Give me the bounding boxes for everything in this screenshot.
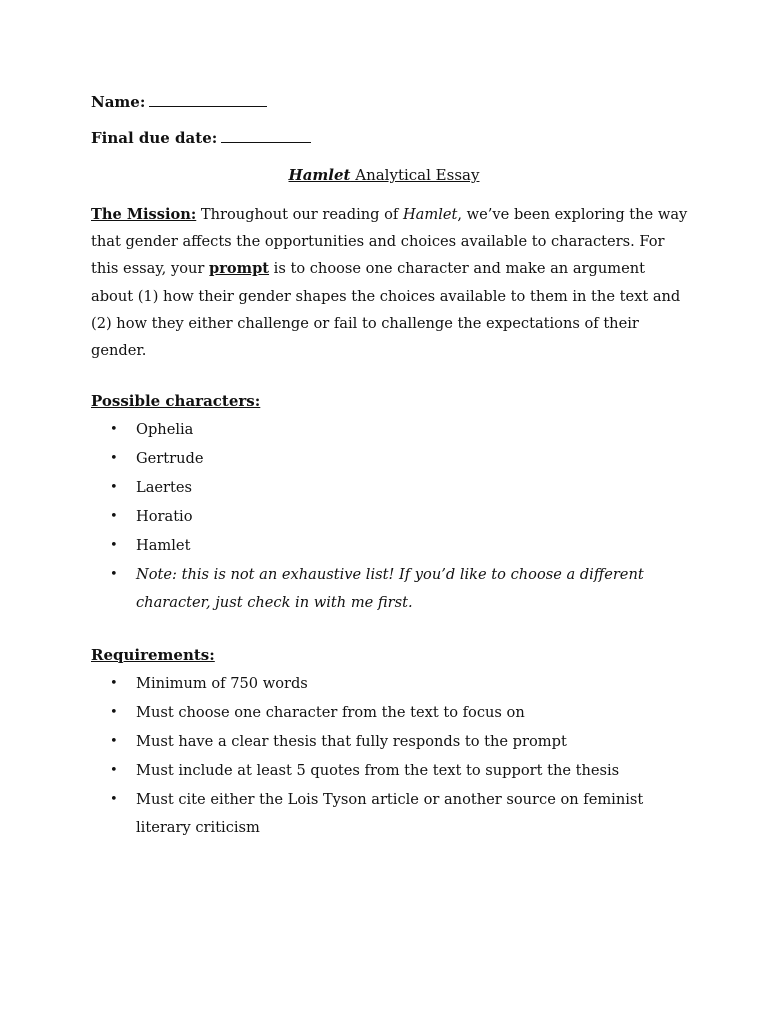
list-item <box>91 416 691 444</box>
mission-text-1: Throughout our reading of <box>196 206 403 223</box>
requirements-list <box>91 670 691 843</box>
bullet-icon: • <box>110 734 118 749</box>
bullet-icon: • <box>110 676 118 691</box>
list-item <box>91 757 691 785</box>
mission-paragraph <box>91 201 691 364</box>
bullet-icon: • <box>110 480 118 495</box>
requirements-heading: Requirements: <box>91 646 215 664</box>
characters-list <box>91 416 691 618</box>
due-date-line <box>91 129 311 147</box>
character-item-horatio: Horatio <box>136 508 193 525</box>
bullet-icon: • <box>110 451 118 466</box>
mission-prompt: prompt <box>209 260 270 278</box>
list-item <box>91 445 691 473</box>
page-title <box>0 166 768 184</box>
requirement-item: Minimum of 750 words <box>136 675 308 692</box>
requirement-item: Must choose one character from the text to focus on <box>136 704 525 721</box>
characters-note: Note: this is not an exhaustive list! If you’d like to choose a different character, just check in with me first. <box>136 566 644 611</box>
list-item <box>91 728 691 756</box>
character-item-ophelia: Ophelia <box>136 421 194 438</box>
bullet-icon: • <box>110 538 118 553</box>
requirement-item: Must cite either the Lois Tyson article or another source on feminist literary criticism <box>136 791 644 836</box>
requirement-item: Must include at least 5 quotes from the text to support the thesis <box>136 762 620 779</box>
characters-heading: Possible characters: <box>91 392 261 410</box>
name-line <box>91 93 267 111</box>
mission-text-2: , we’ve been exploring the way that gender affects the opportunities and choices available to characters. For this essay, your <box>91 206 688 278</box>
character-item-laertes: Laertes <box>136 479 192 496</box>
due-date-label: Final due date: <box>91 129 218 147</box>
character-item-gertrude: Gertrude <box>136 450 204 467</box>
title-italic: Hamlet <box>288 166 351 184</box>
mission-text-3: is to choose one character and make an argument about (1) how their gender shapes the choices available to them in the text and (2) how they either challenge or fail to challenge the expectations of their gender. <box>91 260 681 360</box>
list-item <box>91 786 691 841</box>
bullet-icon: • <box>110 509 118 524</box>
due-date-blank <box>221 129 311 143</box>
bullet-icon: • <box>110 422 118 437</box>
bullet-icon: • <box>110 792 118 807</box>
title-rest: Analytical Essay <box>350 166 480 184</box>
bullet-icon: • <box>110 705 118 720</box>
name-label: Name: <box>91 93 146 111</box>
list-item <box>91 561 691 616</box>
bullet-icon: • <box>110 567 118 582</box>
list-item <box>91 670 691 698</box>
bullet-icon: • <box>110 763 118 778</box>
name-blank <box>149 93 267 107</box>
list-item <box>91 503 691 531</box>
list-item <box>91 474 691 502</box>
mission-hamlet: Hamlet <box>402 206 458 223</box>
character-item-hamlet: Hamlet <box>136 537 191 554</box>
mission-label: The Mission: <box>91 206 197 223</box>
list-item <box>91 532 691 560</box>
list-item <box>91 699 691 727</box>
requirement-item: Must have a clear thesis that fully responds to the prompt <box>136 733 567 750</box>
